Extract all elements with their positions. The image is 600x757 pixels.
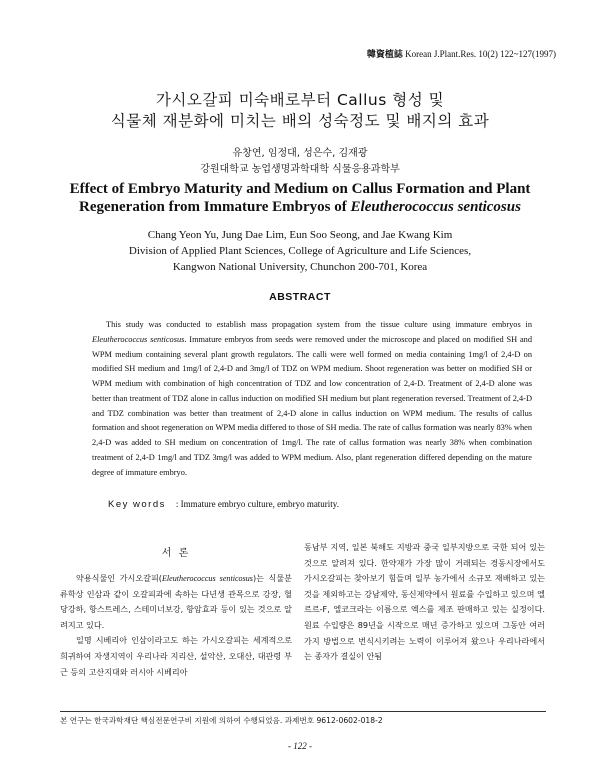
abstract-species: Eleutherococcus senticosus — [92, 334, 185, 344]
intro-right-column — [304, 540, 545, 665]
intro-left-column — [60, 571, 292, 680]
korean-title-line1: 가시오갈피 미숙배로부터 Callus 형성 및 — [155, 91, 445, 109]
intro-species: Eleutherococcus senticosus — [161, 574, 253, 583]
journal-citation — [367, 47, 556, 60]
intro-right-text: 동남부 지역, 일본 북해도 지방과 중국 일부지방으로 국한 되어 있는 것으로 알려져 있다. 한약재가 가장 많이 거래되는 경동시장에서도 가시오갈피는 찾아보기 힘들며 일부 농가에서 소규모 재배하고 있는 것을 제외하고는 강남제약, 동신제약에서 원료를 수입하고 있으며 엘르르-F, 엘코크라는 이름으로 엑스를 제조 판매하고 있는 실정이다. 원료 수입량은 89년을 시작으로 매년 증가하고 있으며 그동안 여러가지 방법으로 번식시키려는 노력이 이루어져 왔으나 우리나라에서는 종자가 결실이 안됨 — [304, 542, 545, 662]
korean-authors: 유창연, 임정대, 성은수, 김재광 — [232, 148, 368, 159]
english-title-prefix: Regeneration from Immature Embryos of — [79, 199, 351, 215]
keywords — [108, 499, 339, 510]
korean-title-line2: 식물체 재분화에 미치는 배의 성숙정도 및 배지의 효과 — [110, 112, 490, 130]
intro-heading: 서 론 — [161, 548, 191, 559]
journal-korean-name: 韓資植誌 — [366, 49, 403, 59]
footnote: 본 연구는 한국과학재단 핵심전문연구비 지원에 의하여 수행되었음. 과제번호 9612-0602-018-2 — [60, 716, 383, 725]
korean-affiliation: 강원대학교 농업생명과학대학 식물응용과학부 — [200, 164, 400, 175]
journal-reference: Korean J.Plant.Res. 10(2) 122~127(1997) — [405, 49, 556, 59]
intro-p1-prefix: 약용식물인 가시오갈피( — [76, 573, 162, 583]
intro-p2: 일명 시베리아 인삼이라고도 하는 가시오갈피는 세계적으로 희귀하여 자생지역이 우리나라 지리산, 설악산, 오대산, 대관령 부근 등의 고산지대와 러시아 시베리아 — [60, 635, 292, 677]
english-title-species: Eleutherococcus senticosus — [350, 199, 521, 215]
english-title-line1: Effect of Embryo Maturity and Medium on Callus Formation and Plant — [69, 181, 531, 197]
keywords-value: : Immature embryo culture, embryo maturity. — [175, 499, 339, 509]
english-affiliation-line2: Kangwon National University, Chunchon 200-701, Korea — [172, 261, 428, 273]
abstract-text-part1: This study was conducted to establish mass propagation system from the tissue culture using immature embryos in — [106, 320, 532, 329]
english-authors: Chang Yeon Yu, Jung Dae Lim, Eun Soo Seong, and Jae Kwang Kim — [147, 229, 453, 241]
keywords-label: Key words — [108, 499, 166, 510]
intro-p1-rest: )는 식물분류학상 인삼과 같이 오갈피과에 속하는 다년생 관목으로 강장, 혈당강하, 항스트레스, 스테미너보강, 항암효과 등이 있는 것으로 알려지고 있다. — [60, 573, 292, 630]
english-affiliation-line1: Division of Applied Plant Sciences, College of Agriculture and Life Sciences, — [128, 245, 472, 257]
footnote-divider — [60, 711, 546, 712]
abstract-text-part2: . Immature embryos from seeds were removed under the microscope and placed on modified SH and WPM medium containing several plant growth regulators. The calli were well formed on media containing 1mg/l of 2,4-D on modified SH medium and 1mg/l of 2,4-D and 3mg/l of TDZ on WPM medium. Shoot regeneration was better on modified SH or WPM medium with combination of high concentration of TDZ and low concentration of 2,4-D. Treatment of 2,4-D alone was better than treatment of TDZ alone in callus induction on modified SH medium but plant regeneration reversed. Treatment of 2,4-D and TDZ combination was better than treatment of 2,4-D alone in callus induction on WPM medium. The results of callus formation and shoot regeneration on WPM media differed to those of SH media. The rate of callus formation was nearly 83% when 2,4-D was added to SH medium on concentration of 1mg/l. The rate of callus formation was nearly 38% when combination treatment of 2,4-D 1mg/l and TDZ 3mg/l was added to WPM medium. Also, plant regeneration differed depending on the mature degree of immature embryo. — [92, 334, 533, 477]
english-title-line2 — [0, 199, 600, 216]
abstract-heading: ABSTRACT — [269, 291, 331, 303]
page-number: - 122 - — [288, 741, 312, 751]
abstract-body — [92, 318, 532, 480]
